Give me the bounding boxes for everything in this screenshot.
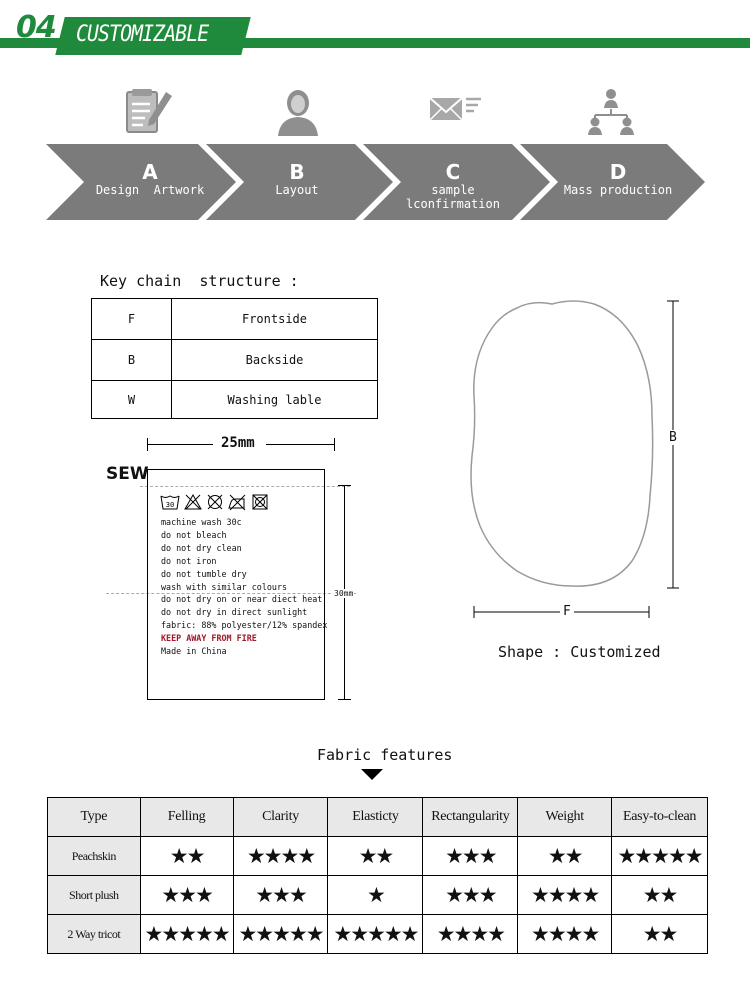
step-c-letter: C <box>445 160 461 184</box>
star-rating: ★★★★ <box>233 837 328 876</box>
no-iron-icon <box>229 495 245 510</box>
column-header: Type <box>48 798 141 837</box>
section-number: 04 <box>16 10 56 45</box>
down-triangle-icon <box>361 769 383 780</box>
keychain-value: Frontside <box>172 299 378 340</box>
wash-temp: 30 <box>165 501 175 509</box>
step-a <box>80 161 220 197</box>
step-c-label: sample <box>431 183 475 197</box>
column-header: Rectangularity <box>423 798 518 837</box>
b-dimension-label: B <box>669 430 677 445</box>
table-row <box>48 876 708 915</box>
care-line: do not dry clean <box>161 542 242 553</box>
table-row <box>92 340 378 381</box>
width-dim-line-left <box>147 444 213 445</box>
step-d <box>548 161 688 197</box>
no-bleach-icon <box>185 495 201 509</box>
org-chart-icon <box>581 86 641 138</box>
star-rating: ★★ <box>328 837 423 876</box>
keychain-title: Key chain structure : <box>100 272 299 290</box>
keychain-key: W <box>92 381 172 419</box>
step-a-letter: A <box>142 160 158 184</box>
column-header: Felling <box>140 798 233 837</box>
column-header: Weight <box>518 798 612 837</box>
care-line: do not tumble dry <box>161 568 247 579</box>
column-header: Elasticty <box>328 798 423 837</box>
table-row <box>92 299 378 340</box>
sew-label: SEW <box>106 464 149 484</box>
fabric-title: Fabric features <box>317 746 453 764</box>
fire-warning: KEEP AWAY FROM FIRE <box>161 633 257 644</box>
step-b-label: Layout <box>275 183 319 197</box>
keychain-key: B <box>92 340 172 381</box>
care-line: fabric: 88% polyester/12% spandex <box>161 620 328 631</box>
column-header: Easy-to-clean <box>612 798 708 837</box>
step-d-letter: D <box>609 160 627 184</box>
keychain-outline <box>471 301 653 586</box>
f-dimension-label: F <box>560 604 574 619</box>
care-line: do not bleach <box>161 529 227 540</box>
width-dim-line-right <box>266 444 334 445</box>
no-dry-clean-icon <box>208 495 222 509</box>
star-rating: ★ <box>328 876 423 915</box>
fabric-type: 2 Way tricot <box>48 915 141 954</box>
person-icon <box>268 86 328 138</box>
star-rating: ★★★ <box>140 876 233 915</box>
fabric-type: Short plush <box>48 876 141 915</box>
keychain-table <box>91 298 378 419</box>
care-line: do not dry in direct sunlight <box>161 607 308 618</box>
shape-caption: Shape : Customized <box>498 643 661 661</box>
star-rating: ★★★ <box>423 876 518 915</box>
star-rating: ★★ <box>612 876 708 915</box>
star-rating: ★★★★★ <box>328 915 423 954</box>
step-b <box>227 161 367 197</box>
mail-icon <box>424 86 484 138</box>
wash-30-icon <box>161 496 179 509</box>
step-a-label: Design Artwork <box>95 183 205 197</box>
star-rating: ★★★ <box>423 837 518 876</box>
table-row <box>48 837 708 876</box>
table-row <box>48 915 708 954</box>
width-dim-tick-right <box>334 438 335 451</box>
care-instructions <box>161 516 327 658</box>
step-c <box>383 161 523 211</box>
care-line: do not iron <box>161 555 217 566</box>
star-rating: ★★ <box>518 837 612 876</box>
star-rating: ★★★★ <box>518 915 612 954</box>
step-d-label: Mass production <box>563 183 673 197</box>
star-rating: ★★★★ <box>423 915 518 954</box>
width-dimension: 25mm <box>221 435 255 451</box>
star-rating: ★★★★★ <box>612 837 708 876</box>
star-rating: ★★★★ <box>518 876 612 915</box>
care-line: wash with similar colours <box>161 581 288 592</box>
star-rating: ★★★★★ <box>233 915 328 954</box>
column-header: Clarity <box>233 798 328 837</box>
star-rating: ★★★ <box>233 876 328 915</box>
table-header-row <box>48 798 708 837</box>
table-row <box>92 381 378 419</box>
care-line: do not dry on or near diect heat <box>161 594 323 605</box>
document-pen-icon <box>118 86 178 138</box>
star-rating: ★★★★★ <box>140 915 233 954</box>
care-symbols <box>160 493 272 511</box>
keychain-key: F <box>92 299 172 340</box>
keychain-value: Backside <box>172 340 378 381</box>
keychain-shape-drawing <box>462 296 694 626</box>
care-line: machine wash 30c <box>161 517 242 527</box>
step-b-letter: B <box>289 160 305 184</box>
section-title: CUSTOMIZABLE <box>76 22 209 47</box>
fabric-table <box>47 797 708 954</box>
origin-line: Made in China <box>161 646 227 657</box>
star-rating: ★★ <box>612 915 708 954</box>
no-tumble-dry-icon <box>253 495 267 509</box>
keychain-value: Washing lable <box>172 381 378 419</box>
height-dimension: 30mm <box>334 589 354 598</box>
star-rating: ★★ <box>140 837 233 876</box>
fabric-type: Peachskin <box>48 837 141 876</box>
step-c-label-2: lconfirmation <box>406 197 500 211</box>
